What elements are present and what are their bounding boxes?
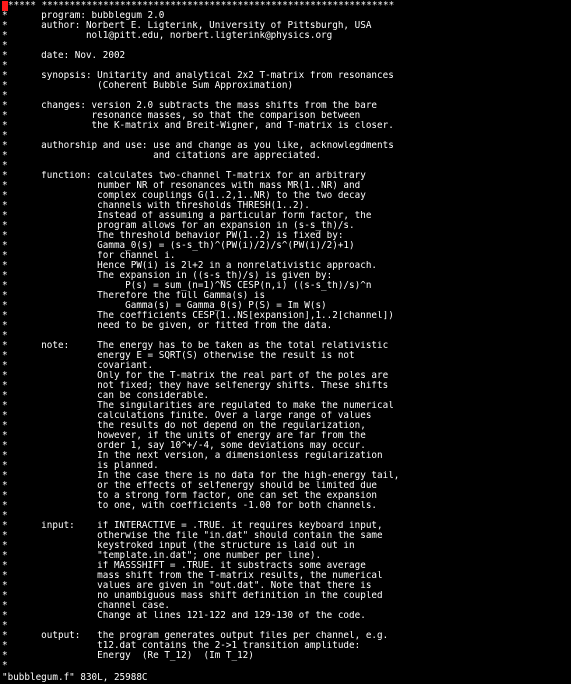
buffer-line: * mass shift from the T-matrix results, the numerical xyxy=(2,571,383,581)
buffer-line: * xyxy=(2,161,8,171)
buffer-first-line xyxy=(2,1,569,11)
first-line-text: ***** *************************************************************** xyxy=(8,1,395,11)
buffer-line: * synopsis: Unitarity and analytical 2x2 T-matrix from resonances xyxy=(2,71,394,81)
buffer-line: * channels with thresholds THRESH(1..2). xyxy=(2,201,310,211)
buffer-line: * Only for the T-matrix the real part of the poles are xyxy=(2,371,389,381)
buffer-line: * Gamma_0(s) = (s-s_th)^(PW(i)/2)/s^(PW(i)/2)+1) xyxy=(2,241,355,251)
buffer-line: * nol1@pitt.edu, norbert.ligterink@physics.org xyxy=(2,31,333,41)
buffer-line: * is planned. xyxy=(2,461,159,471)
buffer-line: * function: calculates two-channel T-matrix for an arbitrary xyxy=(2,171,366,181)
buffer-line: * Change at lines 121-122 and 129-130 of the code. xyxy=(2,611,366,621)
buffer-line: * authorship and use: use and change as you like, acknowlegdments xyxy=(2,141,394,151)
buffer-line: * In the case there is no data for the high-energy tail, xyxy=(2,471,400,481)
buffer-line: * author: Norbert E. Ligterink, University of Pittsburgh, USA xyxy=(2,21,372,31)
buffer-line: * Instead of assuming a particular form factor, the xyxy=(2,211,372,221)
buffer-line: * xyxy=(2,61,8,71)
buffer-line: * input: if INTERACTIVE = .TRUE. it requires keyboard input, xyxy=(2,521,383,531)
buffer-line: * xyxy=(2,511,8,521)
buffer-line: * not fixed; they have selfenergy shifts. These shifts xyxy=(2,381,389,391)
buffer-line: * note: The energy has to be taken as the total relativistic xyxy=(2,341,389,351)
buffer-line: * or the effects of selfenergy should be limited due xyxy=(2,481,378,491)
buffer-line: * (Coherent Bubble Sum Approximation) xyxy=(2,81,294,91)
buffer-line: * xyxy=(2,91,8,101)
buffer-line: * for channel i. xyxy=(2,251,176,261)
buffer-line: * The expansion in ((s-s_th)/s) is given by: xyxy=(2,271,333,281)
buffer-line: * if MASSSHIFT = .TRUE. it substracts some average xyxy=(2,561,366,571)
buffer-line: * to one, with coefficients -1.00 for both channels. xyxy=(2,501,378,511)
buffer-line: * The coefficients CESP(1..NS[expansion],1..2[channel]) xyxy=(2,311,394,321)
buffer-line: * program: bubblegum 2.0 xyxy=(2,11,165,21)
buffer-line: * keystroked input (the structure is laid out in xyxy=(2,541,355,551)
buffer-line: * The threshold behavior PW(1..2) is fixed by: xyxy=(2,231,344,241)
buffer-line: * the results do not depend on the regularization, xyxy=(2,421,366,431)
buffer-line: * output: the program generates output files per channel, e.g. xyxy=(2,631,389,641)
buffer-line: * otherwise the file "in.dat" should contain the same xyxy=(2,531,383,541)
buffer-line: * Hence PW(i) is 2l+2 in a nonrelativistic approach. xyxy=(2,261,378,271)
buffer-line: * date: Nov. 2002 xyxy=(2,51,126,61)
buffer-line: * Gamma(s) = Gamma_0(s) P(S) = Im W(s) xyxy=(2,301,327,311)
buffer-line: * Energy (Re T_12) (Im T_12) xyxy=(2,651,254,661)
buffer-line: * In the next version, a dimensionless regularization xyxy=(2,451,383,461)
buffer-line: * xyxy=(2,41,8,51)
buffer-line: * xyxy=(2,331,8,341)
buffer-line: * program allows for an expansion in (s-s_th)/s. xyxy=(2,221,355,231)
editor-buffer[interactable] xyxy=(2,1,569,671)
buffer-line: * and citations are appreciated. xyxy=(2,151,322,161)
buffer-line: * Therefore the full Gamma(s) is xyxy=(2,291,266,301)
text-cursor: * xyxy=(2,1,8,11)
buffer-line: * changes: version 2.0 subtracts the mass shifts from the bare xyxy=(2,101,378,111)
buffer-line: * no unambiguous mass shift definition in the coupled xyxy=(2,591,383,601)
buffer-line: * P(s) = sum_(n=1)^NS CESP(n,i) ((s-s_th)/s)^n xyxy=(2,281,372,291)
buffer-line: * number NR of resonances with mass MR(1..NR) and xyxy=(2,181,361,191)
buffer-line: * calculations finite. Over a large range of values xyxy=(2,411,372,421)
buffer-line: * need to be given, or fitted from the data. xyxy=(2,321,333,331)
buffer-line: * complex couplings G(1..2,1..NR) to the two decay xyxy=(2,191,366,201)
buffer-line: * covariant. xyxy=(2,361,154,371)
buffer-line: * xyxy=(2,131,8,141)
buffer-line: * resonance masses, so that the comparison between xyxy=(2,111,361,121)
buffer-line: * can be considerable. xyxy=(2,391,210,401)
buffer-line: * channel case. xyxy=(2,601,170,611)
buffer-line: * The singularities are regulated to make the numerical xyxy=(2,401,394,411)
status-line: "bubblegum.f" 830L, 25988C xyxy=(2,672,148,683)
buffer-line: * the K-matrix and Breit-Wigner, and T-matrix is closer. xyxy=(2,121,394,131)
buffer-line: * order 1, say 10^+/-4, some deviations may occur. xyxy=(2,441,366,451)
buffer-line: * t12.dat contains the 2->1 transition amplitude: xyxy=(2,641,361,651)
buffer-lines xyxy=(2,11,569,671)
buffer-line: * however, if the units of energy are far from the xyxy=(2,431,366,441)
buffer-line: * "template.in.dat"; one number per line). xyxy=(2,551,322,561)
buffer-line: * values are given in "out.dat". Note that there is xyxy=(2,581,372,591)
buffer-line: * xyxy=(2,621,8,631)
buffer-line: * xyxy=(2,661,8,671)
buffer-line: * to a strong form factor, one can set the expansion xyxy=(2,491,378,501)
buffer-line: * energy E = SQRT(S) otherwise the result is not xyxy=(2,351,355,361)
